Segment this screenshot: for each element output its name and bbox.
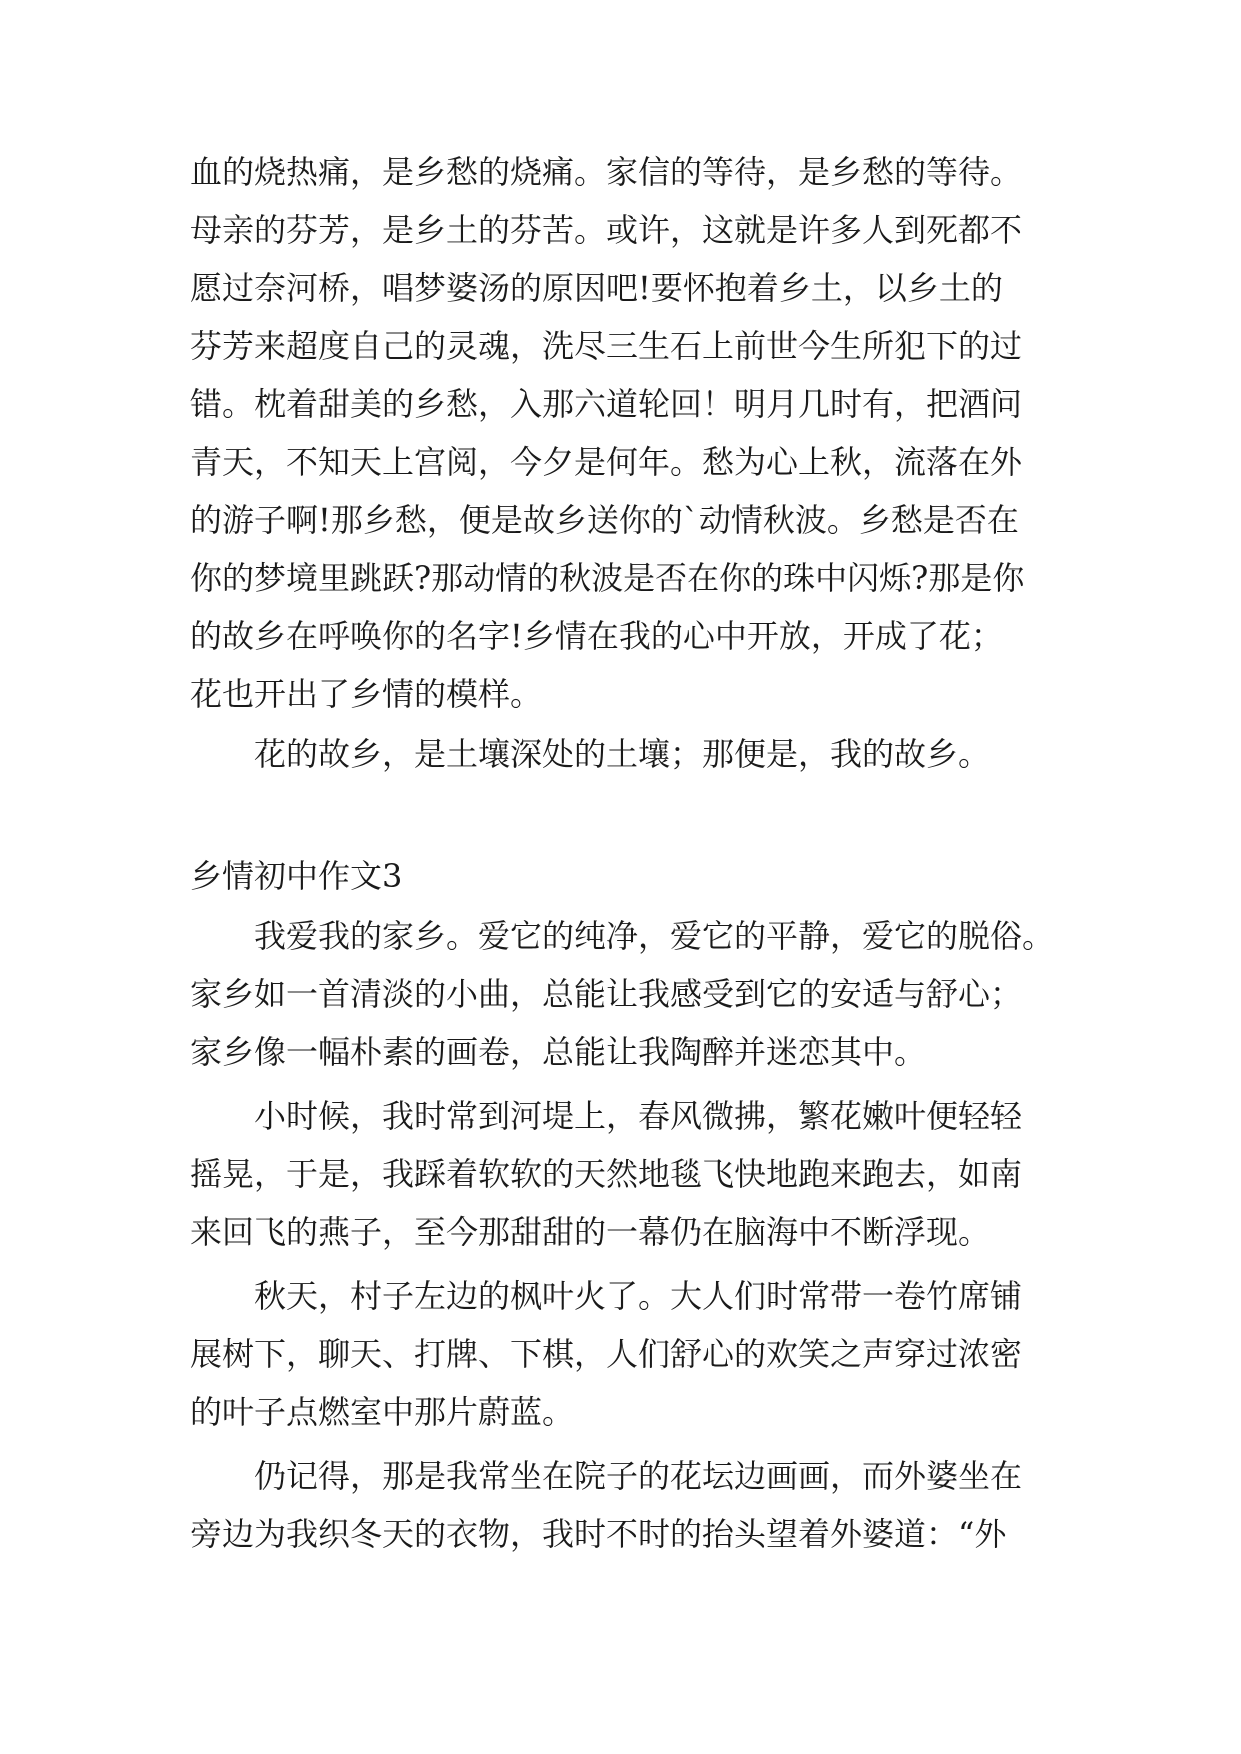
text-line: 花也开出了乡情的模样。: [190, 675, 543, 713]
text-line: 秋天，村子左边的枫叶火了。大人们时常带一卷竹席铺: [254, 1277, 1023, 1315]
section-heading: 乡情初中作文3: [190, 857, 403, 895]
text-line: 家乡像一幅朴素的画卷，总能让我陶醉并迷恋其中。: [190, 1033, 927, 1071]
text-line: 的游子啊!那乡愁，便是故乡送你的`动情秋波。乡愁是否在: [190, 501, 1019, 539]
text-line: 的故乡在呼唤你的名字!乡情在我的心中开放，开成了花；: [190, 617, 1003, 655]
text-line: 旁边为我织冬天的衣物，我时不时的抬头望着外婆道：“外: [190, 1515, 1007, 1553]
text-line: 仍记得，那是我常坐在院子的花坛边画画，而外婆坐在: [254, 1457, 1023, 1495]
closing-line: 花的故乡，是土壤深处的土壤；那便是，我的故乡。: [254, 735, 991, 773]
text-line: 愿过奈河桥，唱梦婆汤的原因吧!要怀抱着乡土，以乡土的: [190, 269, 1003, 307]
text-line: 摇晃，于是，我踩着软软的天然地毯飞快地跑来跑去，如南: [190, 1155, 1023, 1193]
text-line: 血的烧热痛，是乡愁的烧痛。家信的等待，是乡愁的等待。: [190, 153, 1023, 191]
text-line: 展树下，聊天、打牌、下棋，人们舒心的欢笑之声穿过浓密: [190, 1335, 1023, 1373]
text-line: 你的梦境里跳跃?那动情的秋波是否在你的珠中闪烁?那是你: [190, 559, 1025, 597]
text-line: 错。枕着甜美的乡愁，入那六道轮回！明月几时有，把酒问: [190, 385, 1023, 423]
text-line: 我爱我的家乡。爱它的纯净，爱它的平静，爱它的脱俗。: [254, 917, 1055, 955]
text-line: 的叶子点燃室中那片蔚蓝。: [190, 1393, 575, 1431]
text-line: 青天，不知天上宫阅，今夕是何年。愁为心上秋，流落在外: [190, 443, 1023, 481]
text-line: 芬芳来超度自己的灵魂，洗尽三生石上前世今生所犯下的过: [190, 327, 1023, 365]
text-line: 家乡如一首清淡的小曲，总能让我感受到它的安适与舒心；: [190, 975, 1023, 1013]
text-line: 母亲的芬芳，是乡土的芬苦。或许，这就是许多人到死都不: [190, 211, 1023, 249]
text-line: 小时候，我时常到河堤上，春风微拂，繁花嫩叶便轻轻: [254, 1097, 1023, 1135]
text-line: 来回飞的燕子，至今那甜甜的一幕仍在脑海中不断浮现。: [190, 1213, 991, 1251]
